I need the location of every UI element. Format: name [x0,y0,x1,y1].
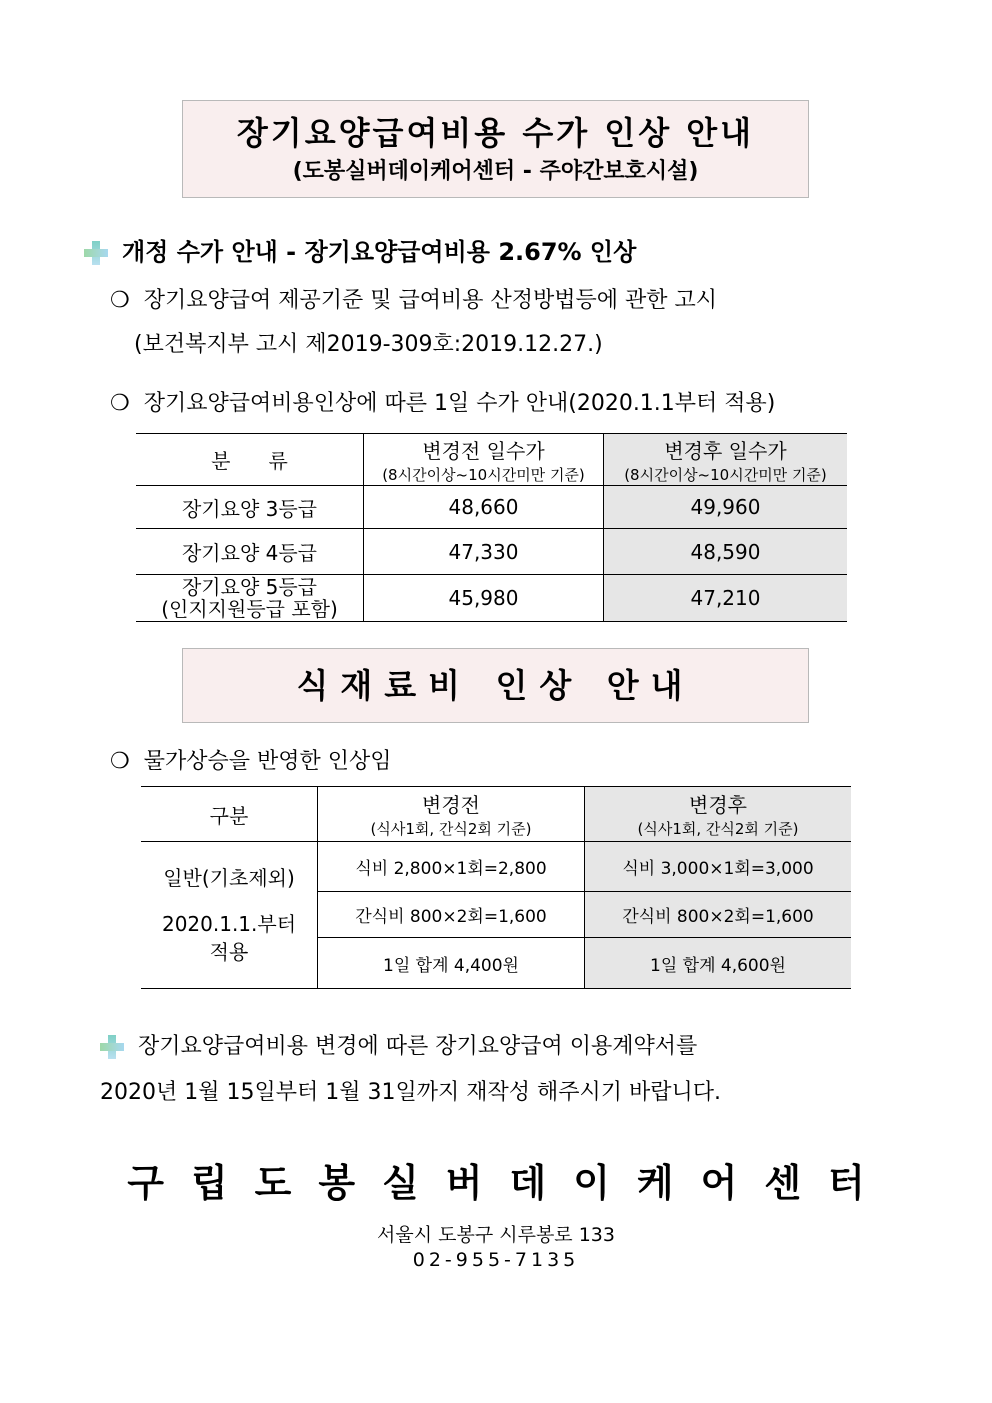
food-cost-box [182,648,809,723]
notice-row [100,1029,697,1060]
row-after: 간식비 800×2회=1,600 [585,892,852,938]
section1-heading-row [84,232,636,267]
bullet1-row [110,283,717,314]
row-after: 47,210 [604,575,848,622]
notice-line2: 2020년 1월 15일부터 1월 31일까지 재작성 해주시기 바랍니다. [100,1080,721,1105]
row-before: 식비 2,800×1회=2,800 [318,842,585,892]
table-row [136,529,847,575]
header-before [318,787,585,842]
center-name: 구립도봉실버데이케어센터 [127,1161,892,1205]
food-cost-title: 식재료비 인상 안내 [296,666,695,705]
phone: 02-955-7135 [412,1249,580,1271]
food-left-label [141,842,318,989]
plus-icon [84,241,108,265]
row-label: 장기요양 3등급 [136,486,364,529]
row-before: 간식비 800×2회=1,600 [318,892,585,938]
header-after [585,787,852,842]
plus-icon [100,1035,124,1059]
header-after [604,434,848,486]
header-after-sub: (8시간이상~10시간미만 기준) [624,465,827,484]
section1-heading: 개정 수가 안내 - 장기요양급여비용 2.67% 인상 [122,238,637,266]
food-left-label2: 2020.1.1.부터 [161,912,297,936]
section2-bullet-row [110,744,392,775]
row-after: 48,590 [604,529,848,575]
header-before-sub: (8시간이상~10시간미만 기준) [382,465,585,484]
notice-line1: 장기요양급여비용 변경에 따른 장기요양급여 이용계약서를 [138,1034,698,1059]
rate-table [136,433,847,622]
table-row [141,842,851,892]
address: 서울시 도봉구 시루봉로 133 [377,1224,615,1246]
row-label: 장기요양 4등급 [136,529,364,575]
title-box [182,100,809,198]
row-after: 49,960 [604,486,848,529]
row-after: 식비 3,000×1회=3,000 [585,842,852,892]
row-before: 48,660 [364,486,604,529]
bullet1-line2: (보건복지부 고시 제2019-309호:2019.12.27.) [134,332,603,357]
table-row [136,486,847,529]
row-label-note: (인지지원등급 포함) [161,597,338,621]
food-left-label3: 적용 [209,940,249,964]
food-left-label1: 일반(기초제외) [163,866,295,890]
header-before-title: 변경전 일수가 [422,438,545,463]
row-label-cell [136,575,364,622]
header-after-title: 변경후 [689,793,747,817]
header-after-title: 변경후 일수가 [664,438,787,463]
circle-bullet-icon: ❍ [110,391,130,416]
section2-bullet-text: 물가상승을 반영한 인상임 [143,749,392,774]
bullet2-text: 장기요양급여비용인상에 따른 1일 수가 안내(2020.1.1부터 적용) [143,391,776,416]
document-title: 장기요양급여비용 수가 인상 안내 [236,114,755,152]
row-after: 1일 합계 4,600원 [585,938,852,989]
header-category: 구분 [141,787,318,842]
row-label: 장기요양 5등급 [181,575,317,599]
table-row [136,575,847,622]
header-before-title: 변경전 [422,793,480,817]
circle-bullet-icon: ❍ [110,749,130,774]
header-before-sub: (식사1회, 간식2회 기준) [370,820,532,838]
row-before: 1일 합계 4,400원 [318,938,585,989]
bullet2-row [110,386,775,417]
row-before: 45,980 [364,575,604,622]
table-header-row [141,787,851,842]
circle-bullet-icon: ❍ [110,288,130,313]
row-before: 47,330 [364,529,604,575]
bullet1-text: 장기요양급여 제공기준 및 급여비용 산정방법등에 관한 고시 [143,288,717,313]
header-after-sub: (식사1회, 간식2회 기준) [637,820,799,838]
table-header-row [136,434,847,486]
food-table [141,786,851,989]
header-before [364,434,604,486]
document-subtitle: (도봉실버데이케어센터 - 주야간보호시설) [292,159,699,184]
header-category: 분 류 [136,434,364,486]
